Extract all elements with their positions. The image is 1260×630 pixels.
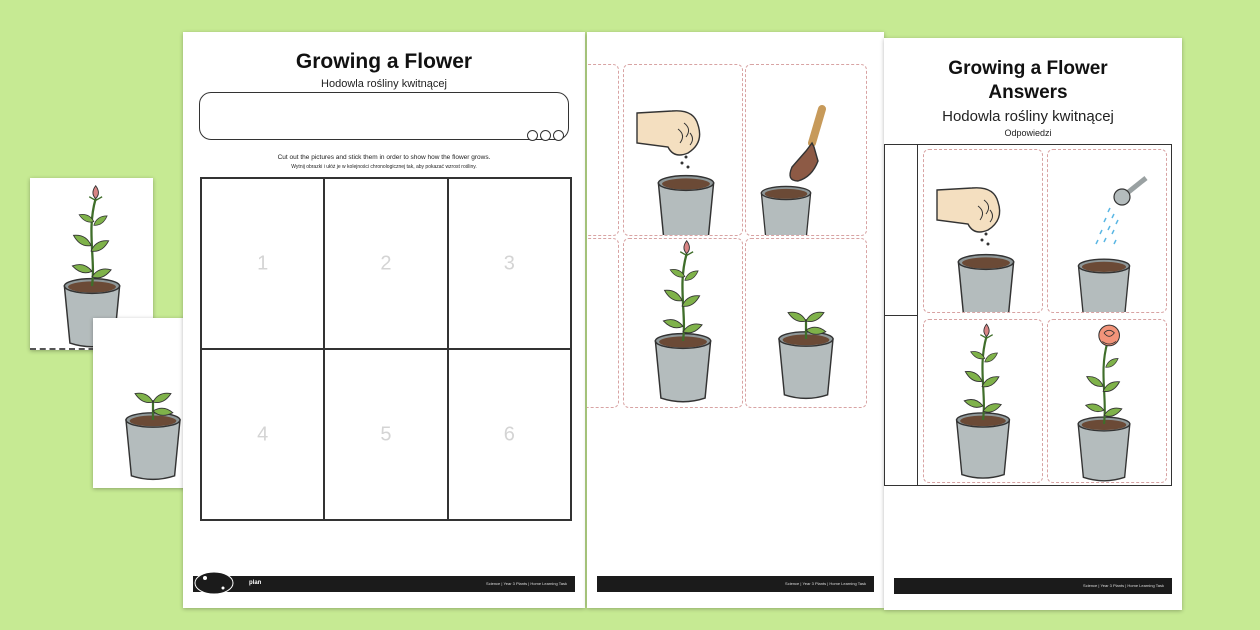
sequence-box[interactable] [201, 178, 324, 349]
sequence-box[interactable] [448, 349, 571, 520]
answer-card-hand-seed [923, 149, 1043, 313]
box-number: 3 [503, 252, 515, 274]
card-partial-left[interactable] [587, 238, 619, 408]
sequence-grid [200, 177, 572, 521]
footer-brand: plan [249, 580, 262, 586]
budding-plant-icon [924, 320, 1042, 482]
worksheet-page [183, 32, 585, 608]
hand-seed-icon [924, 150, 1042, 312]
name-box-circles [527, 130, 564, 141]
answers-footer [894, 578, 1172, 594]
box-number: 6 [503, 423, 515, 445]
card-trowel-pot[interactable] [745, 64, 867, 236]
watering-can-icon [1048, 150, 1166, 312]
card-budding-plant[interactable] [623, 238, 743, 408]
worksheet-footer [193, 576, 575, 592]
worksheet-title: Growing a Flower [295, 50, 473, 73]
twinkl-logo-icon [193, 570, 235, 596]
card-hand-seed[interactable] [623, 64, 743, 236]
sequence-box[interactable] [324, 178, 447, 349]
sequence-box[interactable] [448, 178, 571, 349]
hand-seed-icon [624, 65, 742, 235]
box-number: 1 [257, 252, 269, 274]
card-partial-left[interactable] [587, 64, 619, 236]
answers-title: Growing a Flower [948, 58, 1108, 79]
seedling-icon [746, 239, 866, 407]
answer-card-watering [1047, 149, 1167, 313]
footer-tags: Science | Year 3 Plants | Home Learning Task [1083, 583, 1164, 588]
footer-tags: Science | Year 3 Plants | Home Learning Task [785, 581, 866, 586]
box-number: 5 [380, 423, 392, 445]
trowel-pot-icon [746, 65, 866, 235]
answer-card-rose [1047, 319, 1167, 483]
instruction-en: Cut out the pictures and stick them in order to show how the flower grows. [277, 154, 491, 161]
answers-title-2: Answers [988, 82, 1068, 103]
box-number: 2 [380, 252, 392, 274]
answer-cell-partial [885, 315, 918, 485]
name-box[interactable] [199, 92, 569, 140]
box-number: 4 [257, 423, 269, 445]
answer-cell-partial [885, 145, 918, 316]
cards-footer [597, 576, 874, 592]
cards-page [587, 32, 884, 608]
answer-card-budding-plant [923, 319, 1043, 483]
answers-grid [884, 144, 1172, 486]
answers-subtitle: Hodowla rośliny kwitnącej [942, 108, 1114, 125]
instruction-pl: Wytnij obrazki i ułóż je w kolejności chronologicznej tak, aby pokazać wzrost rośliny. [291, 164, 477, 170]
rose-icon [1048, 320, 1166, 482]
footer-tags: Science | Year 3 Plants | Home Learning Task [486, 581, 567, 586]
sequence-box[interactable] [324, 349, 447, 520]
card-seedling[interactable] [745, 238, 867, 408]
sequence-box[interactable] [201, 349, 324, 520]
budding-plant-icon [624, 239, 742, 407]
answers-subtitle-2: Odpowiedzi [1004, 128, 1052, 138]
worksheet-subtitle: Hodowla rośliny kwitnącej [321, 78, 447, 90]
answers-page [884, 38, 1182, 610]
